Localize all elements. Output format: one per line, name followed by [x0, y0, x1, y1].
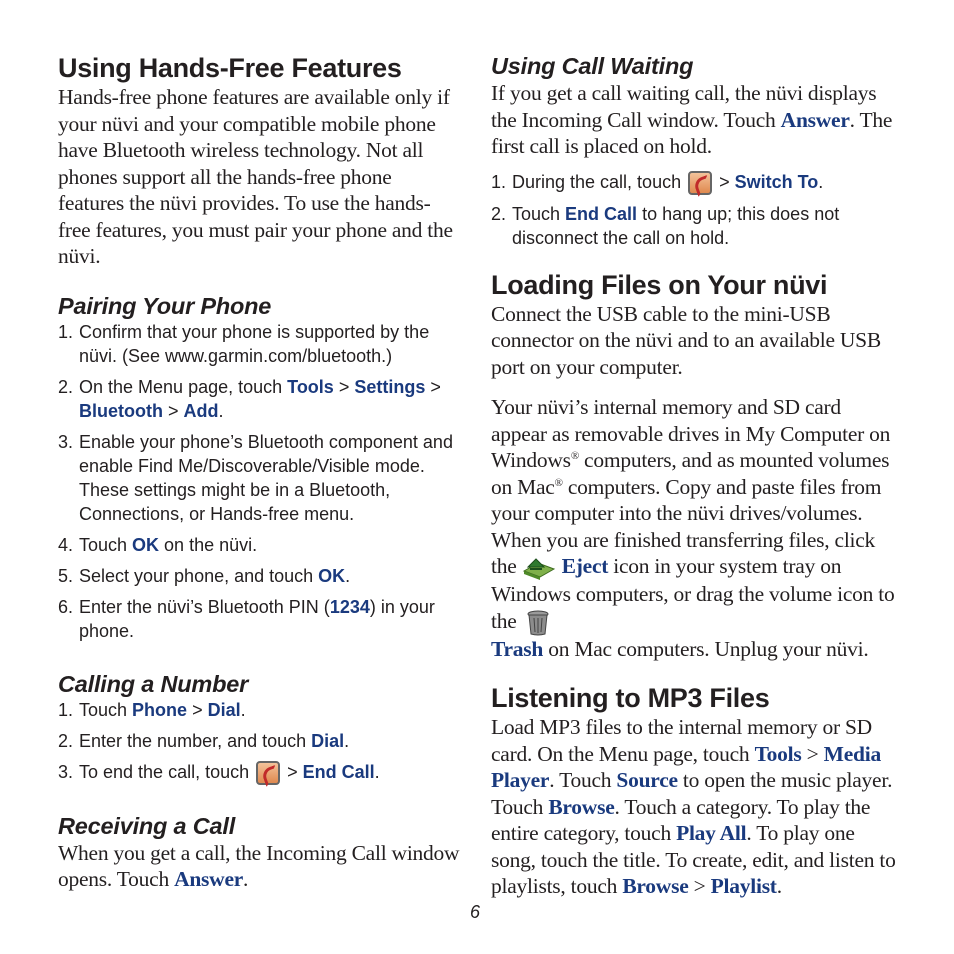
- pairing-step-6: 6. Enter the nüvi’s Bluetooth PIN (1234) in your phone.: [58, 596, 435, 641]
- trash-icon: [526, 610, 550, 636]
- call-waiting-paragraph: If you get a call waiting call, the nüvi displays the Incoming Call window. Touch Answer. The first call is placed on hold.: [491, 81, 893, 158]
- calling-step-1: 1. Touch Phone > Dial.: [58, 699, 246, 720]
- page-number: 6: [470, 902, 481, 922]
- phone-call-icon: [256, 761, 280, 785]
- heading-calling: Calling a Number: [58, 670, 249, 697]
- heading-receiving: Receiving a Call: [58, 812, 236, 839]
- call-waiting-step-1: 1. During the call, touch > Switch To.: [491, 170, 899, 195]
- eject-icon: [522, 555, 556, 581]
- pairing-steps: [58, 320, 462, 643]
- phone-call-icon: [688, 171, 712, 195]
- heading-pairing: Pairing Your Phone: [58, 292, 272, 319]
- left-column: [58, 52, 462, 893]
- heading-hands-free: Using Hands-Free Features: [58, 53, 402, 83]
- pairing-step-5: 5. Select your phone, and touch OK.: [58, 565, 351, 586]
- loading-paragraph-1: Connect the USB cable to the mini-USB connector on the nüvi and to an available USB port on your computer.: [491, 301, 881, 379]
- receiving-paragraph: When you get a call, the Incoming Call window opens. Touch Answer.: [58, 840, 460, 892]
- calling-step-2: 2. Enter the number, and touch Dial.: [58, 730, 350, 751]
- hands-free-paragraph: Hands-free phone features are available only if your nüvi and your compatible mobile phone have Bluetooth wireless technology. Not all phones support all the hands-free phone features the nüvi provides. To use the hands-free features, you must pair your phone and the nüvi.: [58, 85, 453, 268]
- heading-mp3: Listening to MP3 Files: [491, 683, 770, 714]
- heading-call-waiting: Using Call Waiting: [491, 53, 694, 79]
- right-column: [491, 52, 899, 900]
- pairing-step-1: 1. Confirm that your phone is supported by the nüvi. (See www.garmin.com/bluetooth.): [58, 321, 430, 366]
- pairing-step-4: 4. Touch OK on the nüvi.: [58, 534, 258, 555]
- loading-paragraph-2: Your nüvi’s internal memory and SD card appear as removable drives in My Computer on Windows® computers, and as mounted volumes on Mac® computers. Copy and paste files from your computer into the nüvi drives/volumes. When you are finished transferring files, click the Eject icon in your system tray on Windows computers, or drag the volume icon to the Trash on Mac computers. Unplug your nüvi.: [491, 395, 895, 661]
- settings-link: Settings: [354, 376, 426, 397]
- mp3-paragraph: Load MP3 files to the internal memory or SD card. On the Menu page, touch Tools > Media Player. Touch Source to open the music player. Touch Browse. Touch a category. To play the entire category, touch Play All. To play one song, touch the title. To create, edit, and listen to playlists, touch Browse > Playlist.: [491, 715, 896, 899]
- tools-link: Tools: [287, 376, 334, 397]
- pairing-step-2: 2. On the Menu page, touch Tools > Settings > Bluetooth > Add.: [58, 376, 441, 421]
- calling-step-3: 3. To end the call, touch > End Call.: [58, 760, 462, 785]
- call-waiting-step-2: 2. Touch End Call to hang up; this does not disconnect the call on hold.: [491, 203, 840, 248]
- call-waiting-steps: [491, 170, 899, 250]
- calling-steps: [58, 698, 462, 785]
- heading-loading-files: Loading Files on Your nüvi: [491, 269, 828, 300]
- pairing-step-3: 3. Enable your phone’s Bluetooth component and enable Find Me/Discoverable/Visible mode. These settings might be in a Bluetooth, Connections, or Hands-free menu.: [58, 431, 453, 524]
- bluetooth-link: Bluetooth: [79, 400, 163, 421]
- add-link: Add: [183, 400, 219, 421]
